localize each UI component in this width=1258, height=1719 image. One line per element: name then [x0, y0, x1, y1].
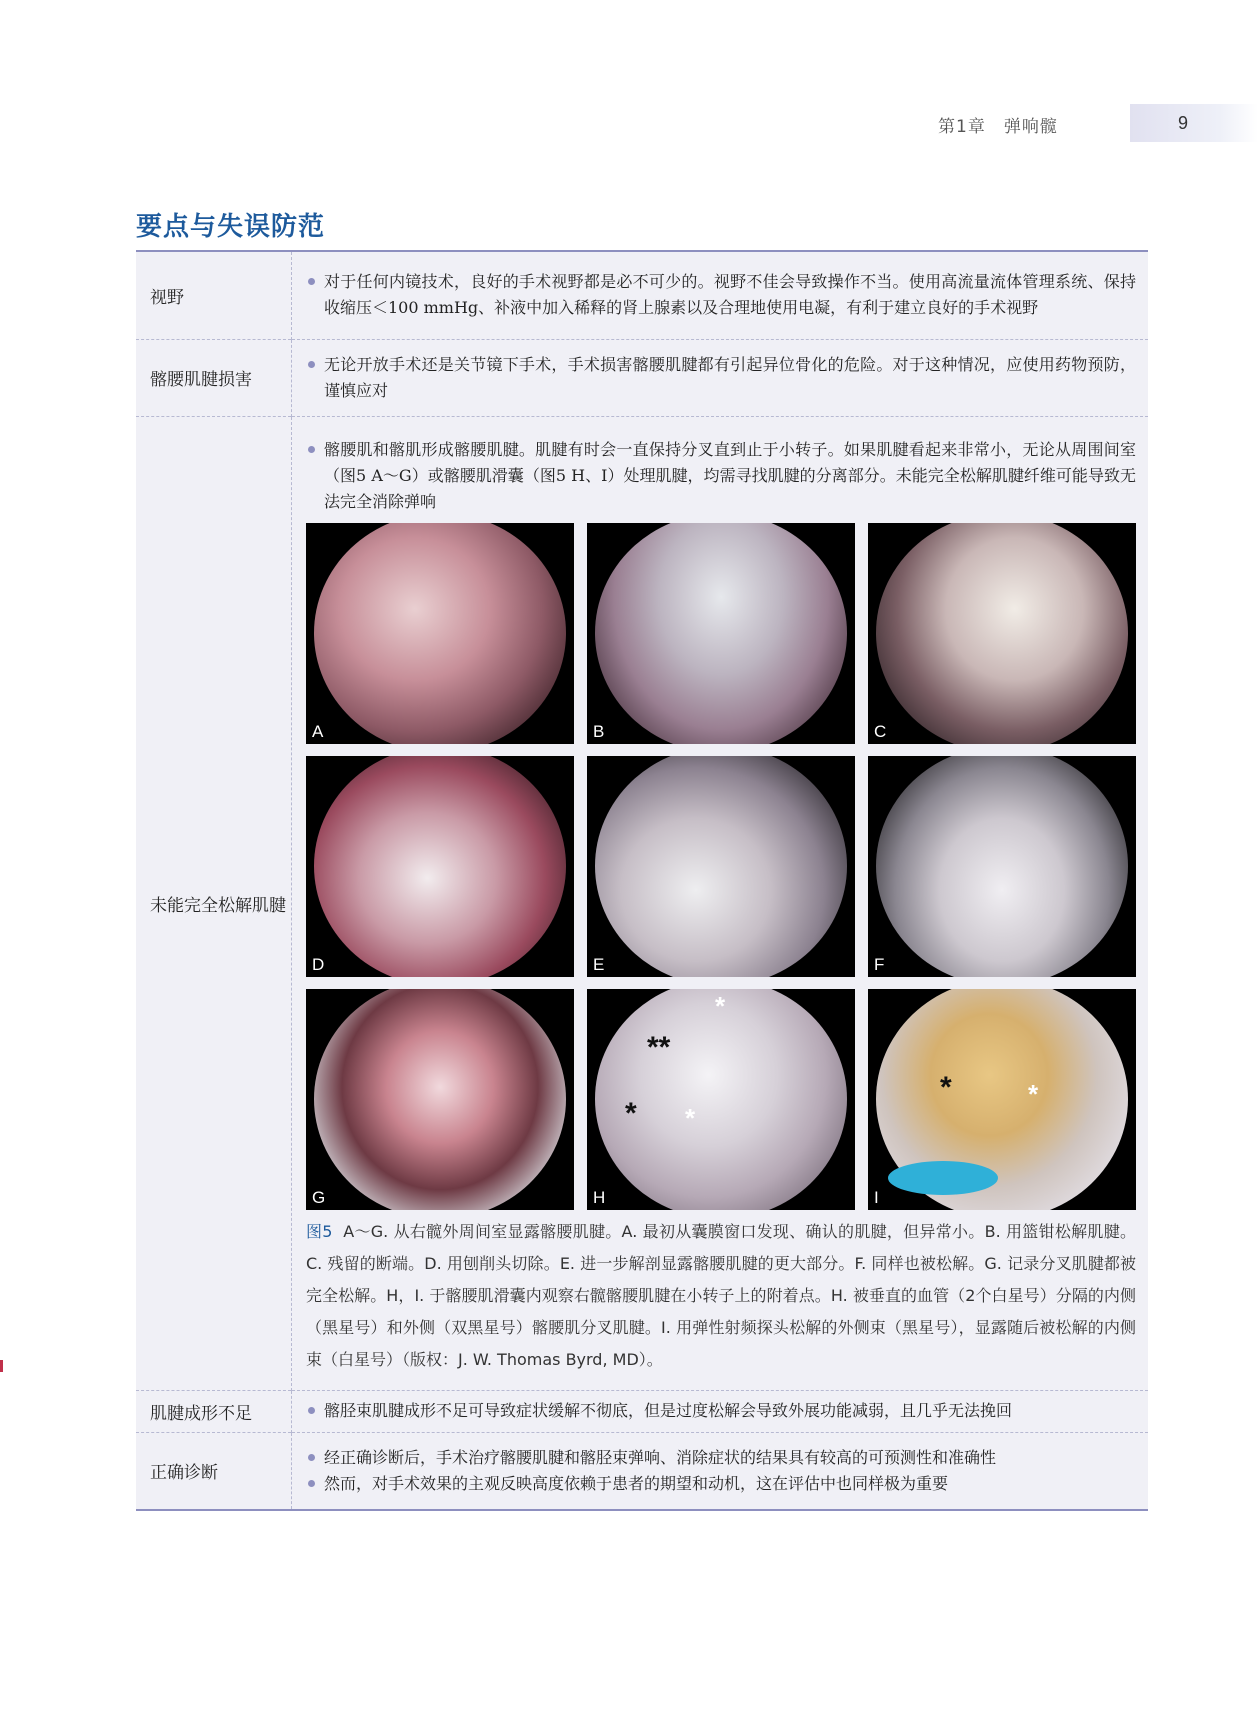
row-label: 肌腱成形不足	[136, 1390, 292, 1432]
panel-letter: E	[593, 954, 605, 974]
figure-panel-e	[587, 756, 855, 977]
arthroscopic-view	[876, 756, 1128, 977]
figure-panel-f	[868, 756, 1136, 977]
arthroscopic-view	[595, 756, 847, 977]
single-white-star: *	[685, 1102, 696, 1133]
row-content	[292, 416, 1149, 1390]
figure-panel-g	[306, 989, 574, 1210]
figure-panel-a	[306, 523, 574, 744]
single-black-star: *	[625, 1096, 637, 1130]
single-white-star: *	[1028, 1078, 1039, 1109]
figure-label: 图5	[306, 1221, 333, 1241]
figure-panel-c	[868, 523, 1136, 744]
figure-panel-b	[587, 523, 855, 744]
chapter-title: 第1章 弹响髋	[938, 117, 1058, 137]
row-content	[292, 1432, 1149, 1510]
row-content	[292, 339, 1149, 416]
arthroscopic-view	[595, 523, 847, 744]
panel-letter: G	[312, 1187, 326, 1207]
bullet-item: 然而，对手术效果的主观反映高度依赖于患者的期望和动机，这在评估中也同样极为重要	[306, 1471, 1136, 1497]
bullet-item: 经正确诊断后，手术治疗髂腰肌腱和髂胫束弹响、消除症状的结果具有较高的可预测性和准确性	[306, 1445, 1136, 1471]
table-row	[136, 416, 1148, 1390]
row-label: 髂腰肌腱损害	[136, 339, 292, 416]
figure-caption	[306, 1216, 1136, 1376]
arthroscopic-view	[314, 989, 566, 1210]
pitfalls-table	[136, 250, 1148, 1511]
running-head	[938, 104, 1258, 142]
caption-text: A～G. 从右髋外周间室显露髂腰肌腱。A. 最初从囊膜窗口发现、确认的肌腱，但异常小。B. 用篮钳松解肌腱。C. 残留的断端。D. 用刨削头切除。E. 进一步解剖显露髂腰肌腱的更大部分。F. 同样也被松解。G. 记录分叉肌腱都被完全松解。H，I. 于髂腰肌滑囊内观察右髋髂腰肌腱在小转子上的附着点。H. 被垂直的血管（2个白星号）分隔的内侧（黑星号）和外侧（双黑星号）髂腰肌分叉肌腱。I. 用弹性射频探头松解的外侧束（黑星号），显露随后被松解的内侧束（白星号）（版权：J. W. Thomas Byrd, MD）。	[306, 1221, 1136, 1369]
figure-panel-h	[587, 989, 855, 1210]
arthroscopic-view	[876, 523, 1128, 744]
section-title: 要点与失误防范	[136, 212, 326, 242]
figure-panel-i	[868, 989, 1136, 1210]
panel-letter: B	[593, 721, 605, 741]
row-label: 正确诊断	[136, 1432, 292, 1510]
single-black-star: *	[940, 1070, 952, 1104]
table-row	[136, 1432, 1148, 1510]
bullet-item: 对于任何内镜技术，良好的手术视野都是必不可少的。视野不佳会导致操作不当。使用高流量流体管理系统、保持收缩压＜100 mmHg、补液中加入稀释的肾上腺素以及合理地使用电凝，有利于建立良好的手术视野	[306, 269, 1136, 321]
table-row	[136, 251, 1148, 339]
double-black-star: **	[647, 1030, 671, 1064]
figure-5	[306, 523, 1136, 1210]
page-number: 9	[1130, 104, 1258, 142]
bullet-item: 髂腰肌和髂肌形成髂腰肌腱。肌腱有时会一直保持分叉直到止于小转子。如果肌腱看起来非常小，无论从周围间室（图5 A～G）或髂腰肌滑囊（图5 H、I）处理肌腱，均需寻找肌腱的分离部分。未能完全松解肌腱纤维可能导致无法完全消除弹响	[306, 437, 1136, 515]
single-white-star: *	[715, 990, 726, 1021]
panel-letter: I	[874, 1187, 879, 1207]
margin-mark	[0, 1360, 3, 1372]
rf-probe-tip	[888, 1161, 998, 1195]
panel-letter: F	[874, 954, 885, 974]
panel-letter: C	[874, 721, 887, 741]
row-content	[292, 251, 1149, 339]
panel-letter: A	[312, 721, 324, 741]
panel-letter: D	[312, 954, 325, 974]
figure-panel-d	[306, 756, 574, 977]
table-row	[136, 339, 1148, 416]
table-row	[136, 1390, 1148, 1432]
row-label: 未能完全松解肌腱	[136, 416, 292, 1390]
panel-letter: H	[593, 1187, 606, 1207]
bullet-item: 无论开放手术还是关节镜下手术，手术损害髂腰肌腱都有引起异位骨化的危险。对于这种情况，应使用药物预防，谨慎应对	[306, 352, 1136, 404]
arthroscopic-view	[314, 523, 566, 744]
arthroscopic-view	[314, 756, 566, 977]
row-content	[292, 1390, 1149, 1432]
bullet-item: 髂胫束肌腱成形不足可导致症状缓解不彻底，但是过度松解会导致外展功能减弱，且几乎无法挽回	[306, 1398, 1136, 1424]
row-label: 视野	[136, 251, 292, 339]
